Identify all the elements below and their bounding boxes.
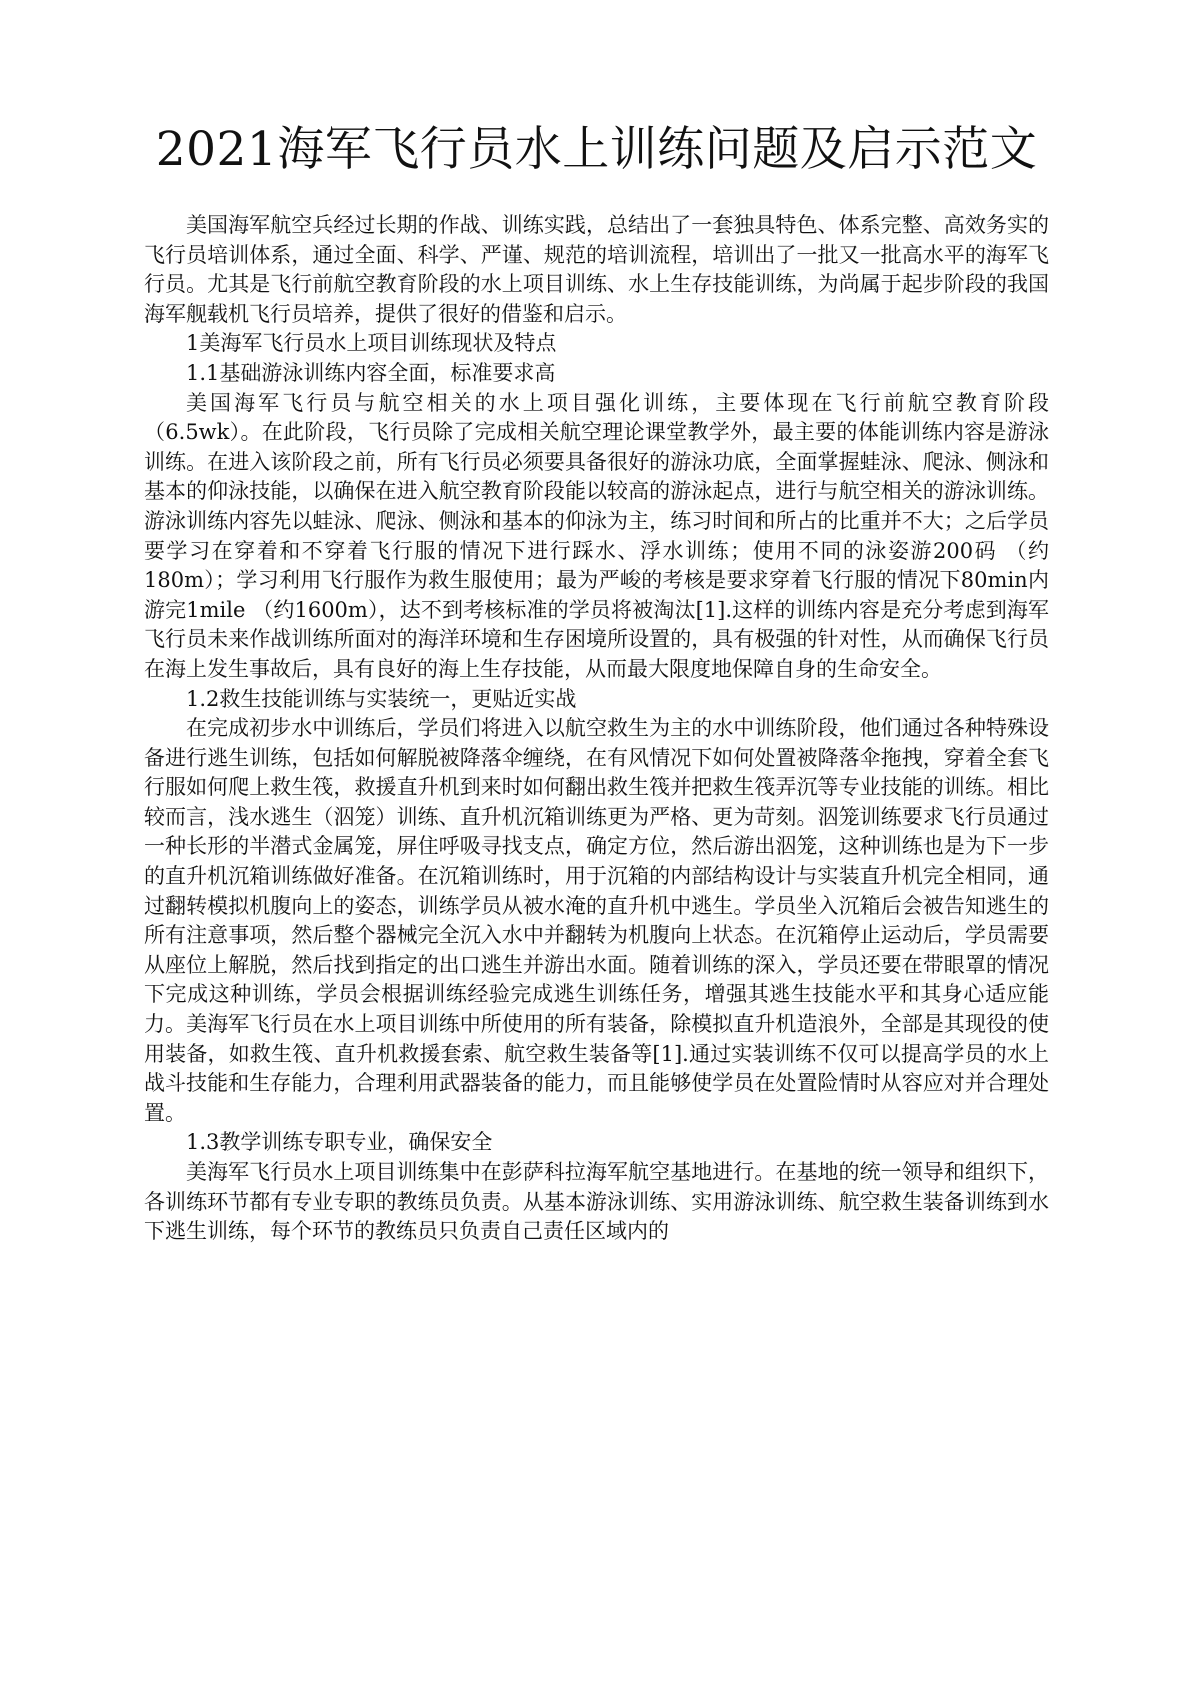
subsection-heading-1-1: 1.1基础游泳训练内容全面，标准要求高 — [186, 360, 556, 385]
section-heading-1: 1美海军飞行员水上项目训练现状及特点 — [186, 331, 557, 356]
intro-paragraph: 美国海军航空兵经过长期的作战、训练实践，总结出了一套独具特色、体系完整、高效务实的飞行员培训体系，通过全面、科学、严谨、规范的培训流程，培训出了一批又一批高水平的海军飞行员。尤其是飞行前航空教育阶段的水上项目训练、水上生存技能训练，为尚属于起步阶段的我国海军舰载机飞行员培养，提供了很好的借鉴和启示。 — [144, 213, 1049, 326]
document-title: 2021海军飞行员水上训练问题及启示范文 — [155, 122, 1038, 177]
document-page — [144, 118, 1049, 1247]
body-paragraph-1-3: 美海军飞行员水上项目训练集中在彭萨科拉海军航空基地进行。在基地的统一领导和组织下，各训练环节都有专业专职的教练员负责。从基本游泳训练、实用游泳训练、航空救生装备训练到水下逃生训练，每个环节的教练员只负责自己责任区域内的 — [144, 1160, 1049, 1244]
subsection-heading-1-2: 1.2救生技能训练与实装统一，更贴近实战 — [186, 686, 577, 711]
body-paragraph-1-2: 在完成初步水中训练后，学员们将进入以航空救生为主的水中训练阶段，他们通过各种特殊设备进行逃生训练，包括如何解脱被降落伞缠绕，在有风情况下如何处置被降落伞拖拽，穿着全套飞行服如何爬上救生筏，救援直升机到来时如何翻出救生筏并把救生筏弄沉等专业技能的训练。相比较而言，浅水逃生（泅笼）训练、直升机沉箱训练更为严格、更为苛刻。泅笼训练要求飞行员通过一种长形的半潜式金属笼，屏住呼吸寻找支点，确定方位，然后游出泅笼，这种训练也是为下一步的直升机沉箱训练做好准备。在沉箱训练时，用于沉箱的内部结构设计与实装直升机完全相同，通过翻转模拟机腹向上的姿态，训练学员从被水淹的直升机中逃生。学员坐入沉箱后会被告知逃生的所有注意事项，然后整个器械完全沉入水中并翻转为机腹向上状态。在沉箱停止运动后，学员需要从座位上解脱，然后找到指定的出口逃生并游出水面。随着训练的深入，学员还要在带眼罩的情况下完成这种训练，学员会根据训练经验完成逃生训练任务，增强其逃生技能水平和其身心适应能力。美海军飞行员在水上项目训练中所使用的所有装备，除模拟直升机造浪外，全部是其现役的使用装备，如救生筏、直升机救援套索、航空救生装备等[1].通过实装训练不仅可以提高学员的水上战斗技能和生存能力，合理利用武器装备的能力，而且能够使学员在处置险情时从容应对并合理处置。 — [144, 716, 1049, 1125]
document-body — [144, 211, 1049, 1247]
subsection-heading-1-3: 1.3教学训练专职专业，确保安全 — [186, 1130, 493, 1155]
body-paragraph-1-1: 美国海军飞行员与航空相关的水上项目强化训练，主要体现在飞行前航空教育阶段（6.5wk）。在此阶段，飞行员除了完成相关航空理论课堂教学外，最主要的体能训练内容是游泳训练。在进入该阶段之前，所有飞行员必须要具备很好的游泳功底，全面掌握蛙泳、爬泳、侧泳和基本的仰泳技能，以确保在进入航空教育阶段能以较高的游泳起点，进行与航空相关的游泳训练。游泳训练内容先以蛙泳、爬泳、侧泳和基本的仰泳为主，练习时间和所占的比重并不大；之后学员要学习在穿着和不穿着飞行服的情况下进行踩水、浮水训练；使用不同的泳姿游200码 （约180m）；学习利用飞行服作为救生服使用；最为严峻的考核是要求穿着飞行服的情况下80min内游完1mile （约1600m），达不到考核标准的学员将被淘汰[1].这样的训练内容是充分考虑到海军飞行员未来作战训练所面对的海洋环境和生存困境所设置的，具有极强的针对性，从而确保飞行员在海上发生事故后，具有良好的海上生存技能，从而最大限度地保障自身的生命安全。 — [144, 390, 1049, 681]
